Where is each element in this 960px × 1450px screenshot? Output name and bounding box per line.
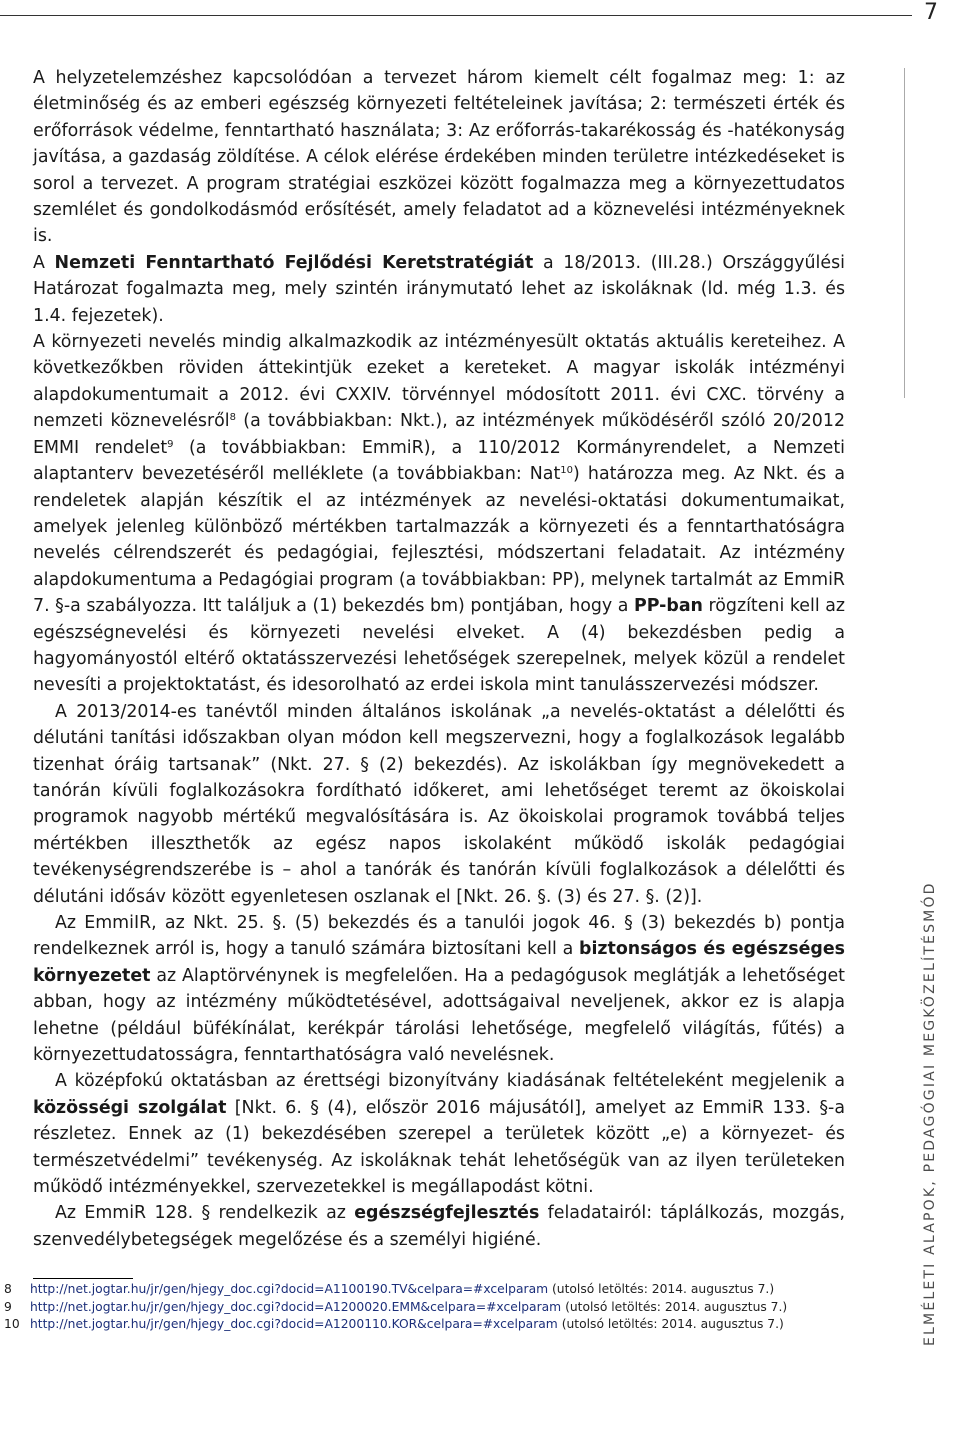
footnote-rule [33,1278,133,1279]
footnote-9: 9 http://net.jogtar.hu/jr/gen/hjegy_doc.cgi?docid=A1200020.EMM&celpara=#xcelparam (utolsó letöltés: 2014. augusztus 7.) [4,1299,788,1314]
paragraph-6: A középfokú oktatásban az érettségi bizonyítvány kiadásának feltételeként megjelenik a közösségi szolgálat [Nkt. 6. § (4), először 2016 májusától], amelyet az EmmiR 133. §-a részletez. Ennek az (1) bekezdésében szerepel a területek között „e) a környezet- és természetvédelmi” tevékenység. Az iskoláknak tehát lehetőségük van az ilyen területeken működő intézményekkel, szervezetekkel is megállapodást kötni. [33,1071,845,1198]
footnote-link[interactable]: http://net.jogtar.hu/jr/gen/hjegy_doc.cgi?docid=A1200020.EMM&celpara=#xcelparam [30,1299,562,1314]
footnote-ref-8[interactable]: 8 [229,412,236,424]
side-label: ELMÉLETI ALAPOK, PEDAGÓGIAI MEGKÖZELÍTÉSMÓD [922,881,938,1346]
side-rule [904,68,905,398]
paragraph-1: A helyzetelemzéshez kapcsolódóan a tervezet három kiemelt célt fogalmaz meg: 1: az életminőség és az emberi egészség környezeti feltételeinek javítása; 2: természeti érték és erőforrások védelme, fenntartható használata; 3: Az erőforrás-takarékosság és -hatékonyság javítása, a gazdaság zöldítése. A célok elérése érdekében minden területre intézkedéseket is sorol a tervezet. A program stratégiai eszközei között fogalmazza meg a környezettudatos szemlélet és gondolkodásmód erősítését, amely feladatot ad a köznevelési intézményeknek is. [33,68,845,247]
paragraph-2: A Nemzeti Fenntartható Fejlődési Keretstratégiát a 18/2013. (III.28.) Országgyűlési Határozat fogalmazta meg, mely szintén iránymutató lehet az iskoláknak (ld. még 1.3. és 1.4. fejezetek). [33,252,845,326]
footnote-ref-10[interactable]: 10 [560,465,574,477]
main-text [33,65,845,1253]
footnote-ref-9[interactable]: 9 [167,438,174,450]
footnote-link[interactable]: http://net.jogtar.hu/jr/gen/hjegy_doc.cgi?docid=A1100190.TV&celpara=#xcelparam [30,1282,549,1296]
paragraph-3: A környezeti nevelés mindig alkalmazkodik az intézményesült oktatás aktuális kereteihez. A következőkben röviden áttekintjük ezeket a kereteket. A magyar iskolák intézményi alapdokumentumait a 2012. évi CXXIV. törvénnyel módosított 2011. évi CXC. törvény a nemzeti köznevelésről$^8$ (a továbbiakban: Nkt.), az intézmények működéséről szóló 20/2012 EMMI rendelet$^9$ (a továbbiakban: EmmiR), a 110/2012 Kormányrendelet, a Nemzeti alaptanterv bevezetéséről melléklete (a továbbiakban: Nat$^{10}$) határozza meg. Az Nkt. és a rendeletek alapján készítik el az intézmények az nevelési-oktatási dokumentumaikat, amelyek jelenleg különböző mértékben tartalmazzák a környezeti és a fenntarthatóságra nevelés célrendszerét és pedagógiai, fejlesztési, módszertani feladatait. Az intézmény alapdokumentuma a Pedagógiai program (a továbbiakban: PP), melynek tartalmát az EmmiR 7. §-a szabályozza. Itt találjuk a (1) bekezdés bm) pontjában, hogy a PP-ban rögzíteni kell az egészségnevelési és környezeti nevelési elveket. A (4) bekezdésben pedig a hagyományostól eltérő oktatásszervezési lehetőségek szerepelnek, melyek közül a rendelet nevesíti a projektoktatást, és idesorolható az erdei iskola mint tanulásszervezési módszer. [33,332,846,696]
footnote-8: 8 http://net.jogtar.hu/jr/gen/hjegy_doc.cgi?docid=A1100190.TV&celpara=#xcelparam (utolsó letöltés: 2014. augusztus 7.) [4,1282,775,1296]
paragraph-7: Az EmmiR 128. § rendelkezik az egészségfejlesztés feladatairól: táplálkozás, mozgás, szenvedélybetegségek megelőzése és a személyi higiéné. [33,1203,846,1250]
footnote-10: 10 http://net.jogtar.hu/jr/gen/hjegy_doc.cgi?docid=A1200110.KOR&celpara=#xcelparam (utolsó letöltés: 2014. augusztus 7.) [4,1317,784,1331]
footnotes [4,1281,787,1334]
page-number: 7 [924,0,938,25]
paragraph-5: Az EmmiIR, az Nkt. 25. §. (5) bekezdés és a tanulói jogok 46. § (3) bekezdés b) pontja rendelkeznek arról is, hogy a tanuló számára biztosítani kell a biztonságos és egészséges környezetet az Alaptörvénynek is megfelelően. Ha a pedagógusok meglátják a lehetőséget abban, hogy az intézmény működtetésével, adottságaival neveljenek, akkor ez is alapja lehetne (például büfékínálat, kerékpár tárolási lehetősége, megfelelő világítás, fűtés) a környezettudatosságra, fenntarthatóságra való nevelésnek. [33,913,846,1066]
header-rule [0,15,912,16]
footnote-link[interactable]: http://net.jogtar.hu/jr/gen/hjegy_doc.cgi?docid=A1200110.KOR&celpara=#xcelparam [30,1317,558,1331]
paragraph-4: A 2013/2014-es tanévtől minden általános iskolának „a nevelés-oktatást a délelőtti és délutáni tanítási időszakban olyan módon kell megszervezni, hogy a foglalkozások legalább tizenhat óráig tartsanak” (Nkt. 27. § (2) bekezdés). Az iskolákban így megnövekedett a tanórán kívüli foglalkozásokra fordítható időkeret, ami lehetőséget teremt az ökoiskolai programok nagyobb mértékű megvalósítására is. Az ökoiskolai programok továbbá teljes mértékben illeszthetők az egész napos iskolaként működő iskolák pedagógiai tevékenységrendszerébe is – ahol a tanórák és tanórán kívüli foglalkozások a délelőtti és délutáni idősáv között egyenletesen oszlanak el [Nkt. 26. §. (3) és 27. §. (2)]. [33,701,845,907]
